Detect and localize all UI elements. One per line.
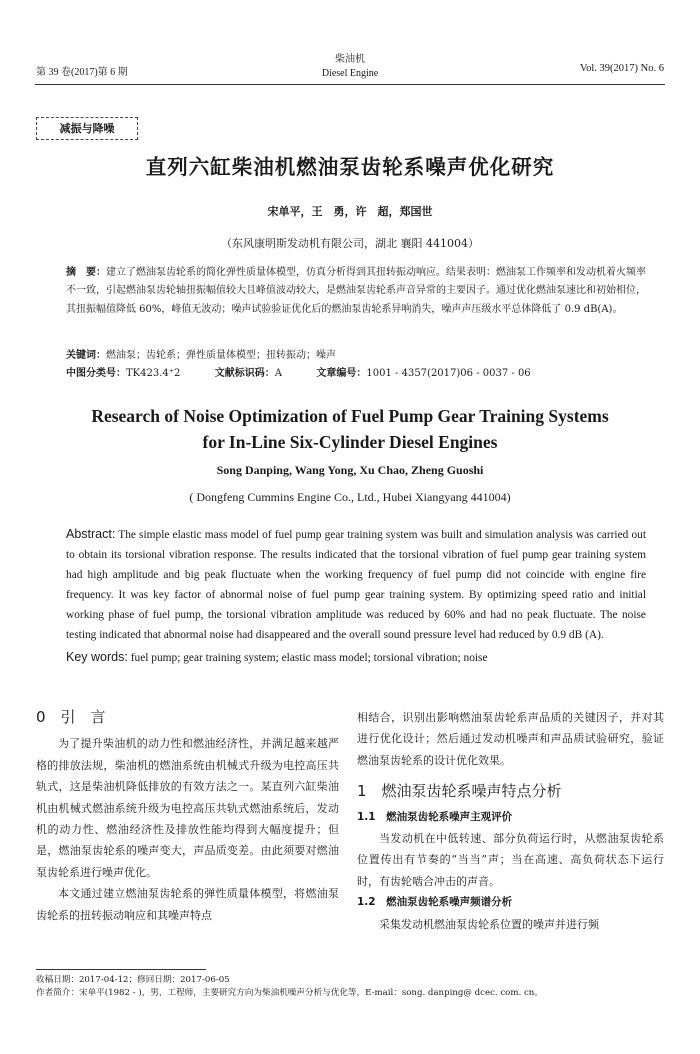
keywords-cn	[66, 346, 336, 361]
affiliation-en: ( Dongfeng Cummins Engine Co., Ltd., Hubei Xiangyang 441004)	[189, 490, 511, 504]
abstract-cn	[66, 264, 646, 319]
footnote-author-intro: 作者简介：宋单平(1982 - )，男，工程师，主要研究方向为柴油机噪声分析与优化等，E-mail：song. danping@ dcec. com. cn。	[36, 988, 543, 998]
page-title-en	[0, 403, 700, 455]
page-title-cn: 直列六缸柴油机燃油泵齿轮系噪声优化研究	[145, 155, 555, 179]
doc-code-value: A	[274, 368, 283, 379]
body-right-column	[357, 707, 664, 935]
footnote-dates: 收稿日期：2017-04-12；修回日期：2017-06-05	[36, 975, 230, 985]
section-1-2-paragraph: 采集发动机燃油泵齿轮系位置的噪声并进行频	[379, 917, 599, 931]
authors-cn: 宋单平，王 勇，许 超，郑国世	[267, 205, 433, 218]
section-1-2-heading: 1.2 燃油泵齿轮系噪声频谱分析	[357, 896, 513, 909]
footnote-rule	[36, 969, 206, 970]
abstract-cn-label: 摘 要：	[66, 267, 106, 278]
section-1-heading: 1 燃油泵齿轮系噪声特点分析	[357, 782, 562, 801]
intro-paragraph-1: 为了提升柴油机的动力性和燃油经济性，并满足越来越严格的排放法规，柴油机的燃油系统由机械式升级为电控高压共轨式，这是柴油机降低排放的有效方法之一。某直列六缸柴油机由机械式燃油系统升级为电控高压共轨式燃油系统后，发动机的动力性、燃油经济性及排放性能均得到大幅度提升；但是，燃油泵齿轮系的噪声变大，声品质变差。由此须要对燃油泵齿轮系进行噪声优化。	[36, 737, 339, 879]
section-1-1-paragraph: 当发动机在中低转速、部分负荷运行时，从燃油泵齿轮系位置传出有节奏的“当当”声；当在高速、高负荷状态下运行时，有齿轮啮合冲击的声音。	[357, 832, 664, 888]
authors-en: Song Danping, Wang Yong, Xu Chao, Zheng Guoshi	[216, 463, 484, 477]
article-no-label: 文章编号：	[316, 368, 367, 379]
body-left-column	[36, 707, 339, 926]
affiliation-cn: （东风康明斯发动机有限公司，湖北 襄阳 441004）	[221, 237, 479, 250]
section-1-1-heading: 1.1 燃油泵齿轮系噪声主观评价	[357, 810, 513, 823]
abstract-cn-text: 建立了燃油泵齿轮系的简化弹性质量体模型，仿真分析得到其扭转振动响应。结果表明：燃油泵工作频率和发动机着火频率不一致，引起燃油泵齿轮轴扭振幅值较大且峰值波动较大，是燃油泵齿轮系声音异常的主要因子。通过优化燃油泵速比和初始相位，其扭振幅值降低 60%，峰值无波动；噪声试验验证优化后的燃油泵齿轮系异响消失，噪声声压级水平总体降低了 0.9 dB(A)。	[66, 267, 646, 315]
doc-code-label: 文献标识码：	[214, 368, 275, 379]
clc-value: TK423.4⁺2	[126, 368, 181, 379]
header-journal-cn: 柴油机	[335, 54, 365, 65]
page-title-en-line2: for In-Line Six-Cylinder Diesel Engines	[202, 432, 498, 452]
classification-line	[66, 364, 646, 379]
header-issue: 第 39 卷(2017)第 6 期	[36, 67, 128, 78]
header-volume: Vol. 39(2017) No. 6	[579, 63, 664, 74]
article-no-value: 1001 - 4357(2017)06 - 0037 - 06	[366, 368, 531, 379]
right-paragraph-1: 相结合，识别出影响燃油泵齿轮系声品质的关键因子，并对其进行优化设计；然后通过发动机噪声和声品质试验研究，验证燃油泵齿轮系的设计优化效果。	[357, 711, 664, 767]
intro-paragraph-2: 本文通过建立燃油泵齿轮系的弹性质量体模型，将燃油泵齿轮系的扭转振动响应和其噪声特点	[36, 887, 339, 922]
clc-label: 中图分类号：	[66, 368, 126, 379]
abstract-en	[66, 524, 646, 668]
column-tag: 减振与降噪	[36, 117, 138, 140]
abstract-en-text: The simple elastic mass model of fuel pump gear training system was built and simulation analysis was carried out to obtain its torsional vibration response. The results indicated that the torsional vibration of fuel pump gear training system had high amplitude and big peak fluctuate when the working frequency of fuel pump did not coincide with engine fire frequency. It was key factor of abnormal noise of fuel pump gear training system. By optimizing speed ratio and initial working phase of fuel pump, the torsional vibration amplitude was reduced by 60% and had no peak fluctuate. The noise testing indicated that abnormal noise had disappeared and the overall sound pressure level had reduced by 0.9 dB (A).	[66, 529, 646, 642]
keywords-cn-label: 关键词：	[66, 350, 106, 361]
keywords-en-label: Key words:	[66, 649, 128, 664]
abstract-en-label: Abstract:	[66, 527, 116, 541]
header-rule	[35, 84, 665, 85]
keywords-cn-text: 燃油泵；齿轮系；弹性质量体模型；扭转振动；噪声	[106, 350, 336, 361]
keywords-en-text: fuel pump; gear training system; elastic mass model; torsional vibration; noise	[130, 651, 488, 664]
section-intro-heading: 0 引 言	[36, 708, 106, 726]
header-journal-en: Diesel Engine	[321, 68, 379, 79]
page-title-en-line1: Research of Noise Optimization of Fuel Pump Gear Training Systems	[91, 406, 609, 426]
